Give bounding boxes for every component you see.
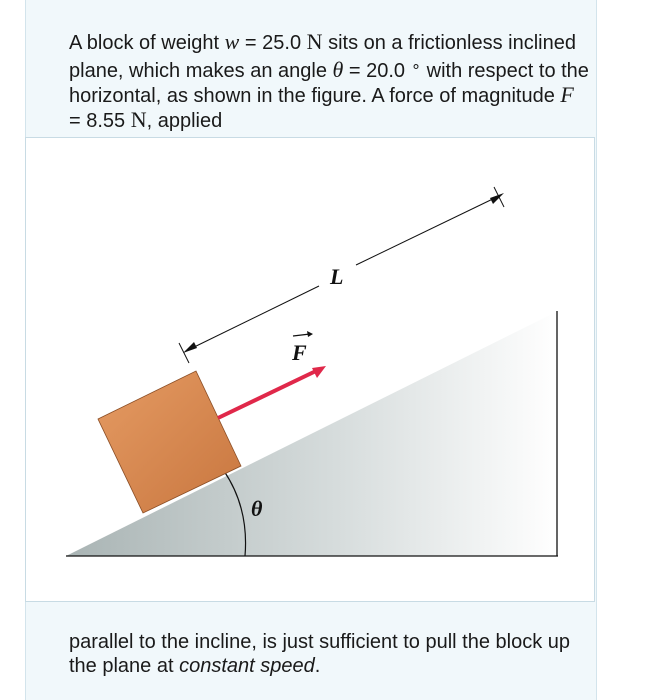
incline-figure	[25, 137, 595, 602]
force-label-vector-arrow	[293, 334, 310, 336]
length-arrowhead-left	[183, 342, 197, 353]
length-tick-left	[179, 343, 189, 363]
weight-symbol: w	[224, 29, 240, 54]
problem-text-bottom: parallel to the incline, is just sufficient to pull the block up the plane at constant speed.	[69, 631, 571, 677]
length-dimension-line-right	[356, 195, 501, 265]
force-arrow-head	[312, 366, 326, 378]
force-symbol: F	[560, 82, 574, 107]
theta-symbol: θ	[332, 57, 344, 82]
problem-text-top: A block of weight w = 25.0 N sits on a frictionless inclined plane, which makes an angle θ = 20.0 ∘ with respect to the horizontal, as shown in the figure. A force of magnitude F = 8.55 N, applied	[69, 29, 589, 132]
theta-label: θ	[251, 496, 263, 521]
force-label: F	[292, 340, 307, 365]
emphasis-constant-speed: constant speed	[179, 655, 315, 677]
force-label-vector-head	[307, 331, 313, 337]
incline-diagram	[26, 138, 596, 603]
length-label: L	[330, 264, 344, 289]
force-arrow-shaft	[218, 370, 318, 418]
